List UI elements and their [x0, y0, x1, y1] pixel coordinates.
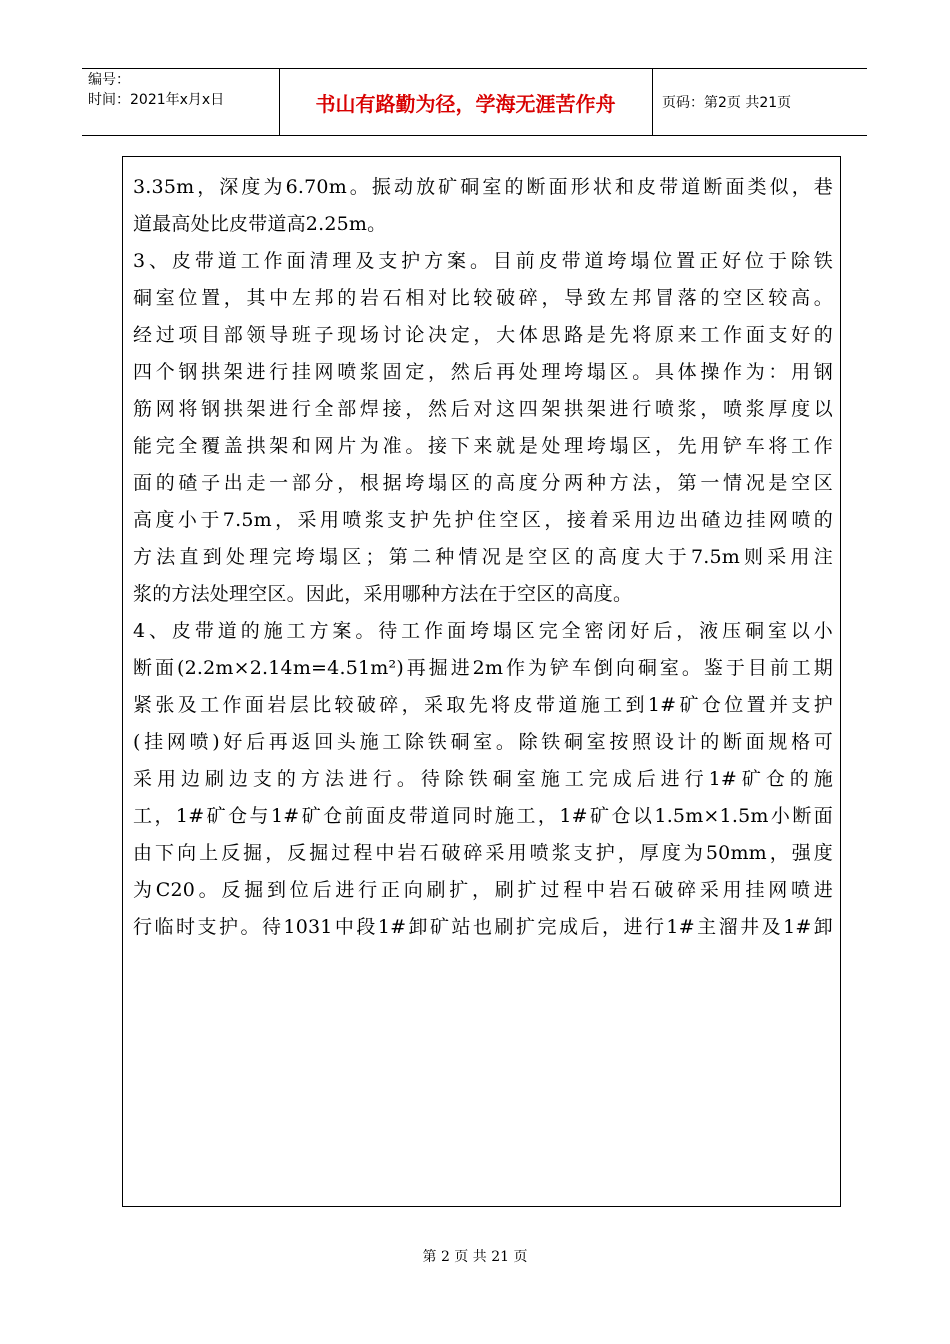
text-line: 4、皮带道的施工方案。待工作面垮塌区完全密闭好后，液压硐室以小	[133, 620, 833, 642]
text-line: 四个钢拱架进行挂网喷浆固定，然后再处理垮塌区。具体操作为：用钢	[133, 361, 833, 383]
text-line: 面的碴子出走一部分，根据垮塌区的高度分两种方法，第一情况是空区	[133, 472, 833, 494]
text-line: 浆的方法处理空区。因此，采用哪种方法在于空区的高度。	[133, 583, 633, 605]
text-line: 工，1#矿仓与1#矿仓前面皮带道同时施工，1#矿仓以1.5m×1.5m小断面	[133, 805, 833, 827]
text-line: (挂网喷)好后再返回头施工除铁硐室。除铁硐室按照设计的断面规格可	[133, 731, 833, 753]
page-footer: 第 2 页 共 21 页	[422, 1249, 528, 1265]
text-line: 高度小于7.5m，采用喷浆支护先护住空区，接着采用边出碴边挂网喷的	[133, 509, 833, 531]
code-label: 编号：	[88, 72, 130, 88]
text-line: 紧张及工作面岩层比较破碎，采取先将皮带道施工到1#矿仓位置并支护	[133, 694, 833, 716]
text-line: 为C20。反掘到位后进行正向刷扩，刷扩过程中岩石破碎采用挂网喷进	[133, 879, 833, 901]
text-line: 道最高处比皮带道高2.25m。	[133, 213, 387, 235]
text-line: 方法直到处理完垮塌区；第二种情况是空区的高度大于7.5m则采用注	[133, 546, 833, 568]
header-motto: 书山有路勤为径，学海无涯苦作舟	[315, 91, 616, 116]
text-line: 3.35m，深度为6.70m。振动放矿硐室的断面形状和皮带道断面类似，巷	[133, 176, 833, 198]
text-line: 断面(2.2m×2.14m=4.51m²)再掘进2m作为铲车倒向硐室。鉴于目前工期	[133, 657, 833, 679]
body-text	[133, 169, 833, 946]
text-line: 经过项目部领导班子现场讨论决定，大体思路是先将原来工作面支好的	[133, 324, 833, 346]
text-line: 筋网将钢拱架进行全部焊接，然后对这四架拱架进行喷浆，喷浆厚度以	[133, 398, 833, 420]
text-line: 采用边刷边支的方法进行。待除铁硐室施工完成后进行1#矿仓的施	[133, 768, 833, 790]
text-line: 硐室位置，其中左邦的岩石相对比较破碎，导致左邦冒落的空区较高。	[133, 287, 833, 309]
content-frame	[122, 156, 841, 1207]
text-line: 3、皮带道工作面清理及支护方案。目前皮带道垮塌位置正好位于除铁	[133, 250, 833, 272]
document-header	[82, 68, 867, 136]
text-line: 由下向上反掘，反掘过程中岩石破碎采用喷浆支护，厚度为50mm，强度	[133, 842, 833, 864]
text-line: 行临时支护。待1031中段1#卸矿站也刷扩完成后，进行1#主溜井及1#卸	[133, 916, 833, 938]
date-label: 时间：2021年x月x日	[88, 92, 225, 108]
header-meta	[88, 70, 224, 110]
text-line: 能完全覆盖拱架和网片为准。接下来就是处理垮塌区，先用铲车将工作	[133, 435, 833, 457]
header-page-info: 页码：第2页 共21页	[662, 95, 792, 111]
header-divider	[652, 68, 653, 136]
